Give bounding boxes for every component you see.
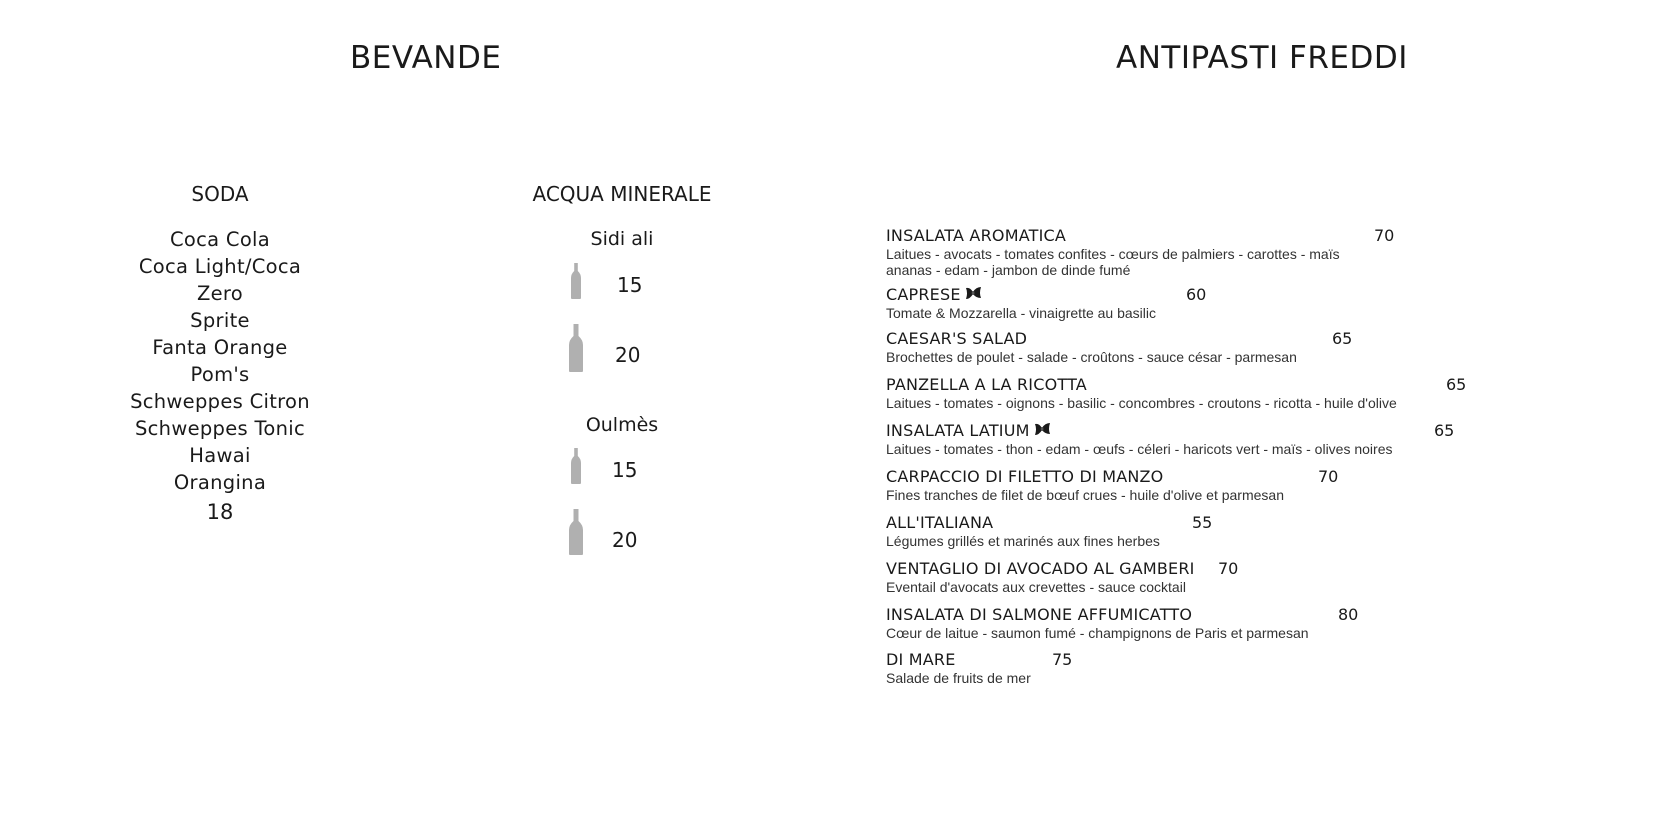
water-price: 20 xyxy=(612,528,638,552)
menu-item-description: Brochettes de poulet - salade - croûtons - sauce césar - parmesan xyxy=(886,349,1297,365)
menu-item-price: 65 xyxy=(1446,375,1467,394)
menu-item-description: Fines tranches de filet de bœuf crues - huile d'olive et parmesan xyxy=(886,487,1284,503)
menu-item-description: ananas - edam - jambon de dinde fumé xyxy=(886,262,1131,278)
menu-item-price: 70 xyxy=(1318,467,1339,486)
menu-item-name: CARPACCIO DI FILETTO DI MANZO xyxy=(886,467,1164,486)
menu-item xyxy=(886,605,1359,641)
list-item: Schweppes Tonic xyxy=(134,417,306,440)
menu-item-name xyxy=(886,421,1393,441)
list-item: Fanta Orange xyxy=(152,336,288,359)
large-bottle-icon xyxy=(566,509,586,555)
menu-item-name: PANZELLA A LA RICOTTA xyxy=(886,375,1087,394)
menu-item-description: Eventail d'avocats aux crevettes - sauce cocktail xyxy=(886,579,1186,595)
large-bottle-icon xyxy=(566,324,586,372)
menu-item xyxy=(886,421,1455,457)
list-item: Schweppes Citron xyxy=(130,390,310,413)
menu-item-name-text: CAPRESE xyxy=(886,285,961,304)
menu-item-description: Salade de fruits de mer xyxy=(886,670,1031,686)
bevande-title: BEVANDE xyxy=(350,40,502,76)
menu-item-price: 70 xyxy=(1218,559,1239,578)
menu-item-price: 70 xyxy=(1374,226,1395,245)
soda-list xyxy=(100,226,340,496)
menu-item-price: 80 xyxy=(1338,605,1359,624)
list-item: Orangina xyxy=(173,471,267,494)
menu-item-description: Légumes grillés et marinés aux fines herbes xyxy=(886,533,1160,549)
water-price: 15 xyxy=(617,273,643,297)
menu-item-name: DI MARE xyxy=(886,650,956,669)
water-price: 20 xyxy=(615,343,641,367)
list-item: Sprite xyxy=(190,309,250,332)
antipasti-title: ANTIPASTI FREDDI xyxy=(1116,40,1408,76)
menu-item xyxy=(886,226,1395,278)
list-item: Zero xyxy=(196,282,244,305)
menu-item-description: Laitues - avocats - tomates confites - cœurs de palmiers - carottes - maïs xyxy=(886,246,1340,262)
pasta-bow-icon xyxy=(964,285,982,301)
menu-item-description: Laitues - tomates - oignons - basilic - concombres - croutons - ricotta - huile d'olive xyxy=(886,395,1397,411)
menu-item-name: INSALATA AROMATICA xyxy=(886,226,1067,245)
list-item: Pom's xyxy=(190,363,250,386)
menu-item-price: 65 xyxy=(1332,329,1353,348)
menu-item-name: INSALATA DI SALMONE AFFUMICATTO xyxy=(886,605,1193,624)
water-price: 15 xyxy=(612,458,638,482)
menu-item-price: 55 xyxy=(1192,513,1213,532)
menu-item-name xyxy=(886,285,1156,305)
small-bottle-icon xyxy=(569,448,583,484)
list-item: Coca Light/Coca xyxy=(138,255,302,278)
water-heading: ACQUA MINERALE xyxy=(532,182,712,206)
menu-item xyxy=(886,329,1353,365)
menu-item xyxy=(886,467,1339,503)
pasta-bow-icon xyxy=(1033,421,1051,437)
menu-item-name: VENTAGLIO DI AVOCADO AL GAMBERI xyxy=(886,559,1195,578)
menu-item-name: ALL'ITALIANA xyxy=(886,513,994,532)
menu-item-description: Tomate & Mozzarella - vinaigrette au basilic xyxy=(886,305,1157,321)
water-brand-oulmes: Oulmès xyxy=(585,414,659,436)
menu-item-name: CAESAR'S SALAD xyxy=(886,329,1028,348)
menu-item-description: Cœur de laitue - saumon fumé - champignons de Paris et parmesan xyxy=(886,625,1309,641)
list-item: Coca Cola xyxy=(169,228,271,251)
menu-item-price: 65 xyxy=(1434,421,1455,440)
menu-item xyxy=(886,559,1239,595)
menu-item xyxy=(886,285,1207,321)
menu-item-price: 75 xyxy=(1052,650,1073,669)
list-item: Hawai xyxy=(189,444,251,467)
menu-item-price: 60 xyxy=(1186,285,1207,304)
menu-item xyxy=(886,513,1213,549)
soda-heading: SODA xyxy=(191,182,249,206)
small-bottle-icon xyxy=(569,263,583,299)
soda-price: 18 xyxy=(206,500,234,524)
menu-item xyxy=(886,375,1467,411)
menu-item xyxy=(886,650,1073,686)
water-brand-sidi-ali: Sidi ali xyxy=(590,228,654,250)
menu-item-description: Laitues - tomates - thon - edam - œufs - céleri - haricots vert - maïs - olives noires xyxy=(886,441,1393,457)
menu-item-name-text: INSALATA LATIUM xyxy=(886,421,1030,440)
